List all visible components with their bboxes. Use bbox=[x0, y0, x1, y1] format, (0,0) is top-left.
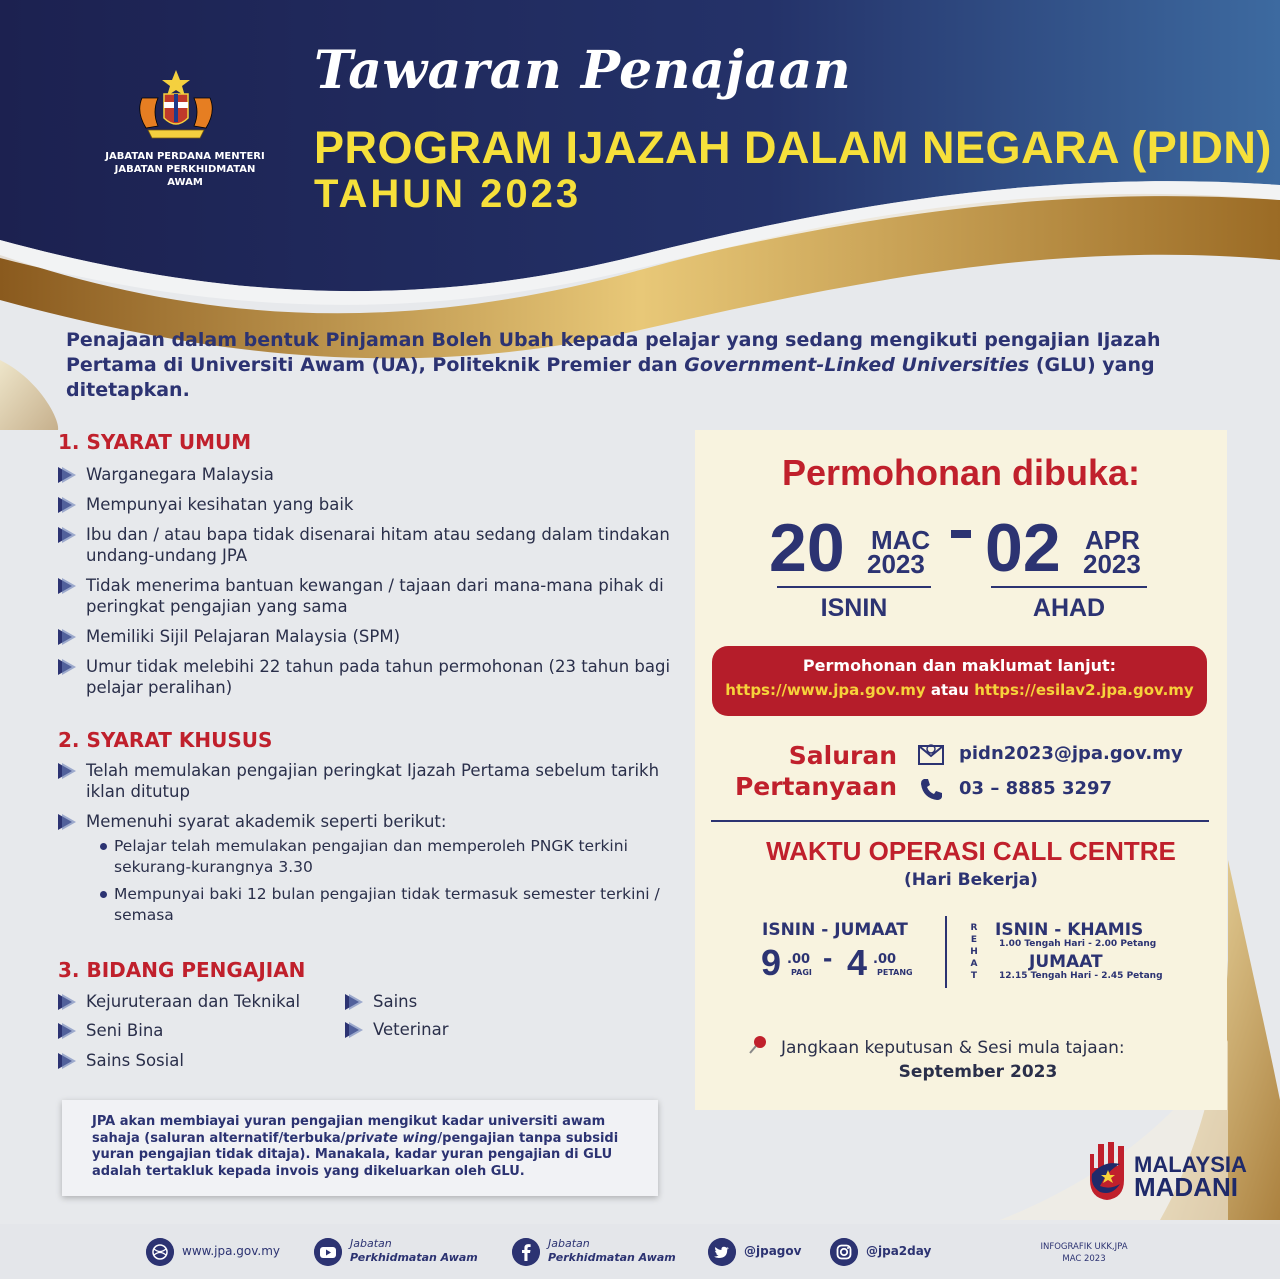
dept-line-2: JABATAN PERKHIDMATAN AWAM bbox=[114, 164, 256, 188]
arrow-bullet-icon bbox=[345, 1022, 363, 1038]
field-item: Sains Sosial bbox=[58, 1051, 184, 1070]
section-syarat-khusus-title: 2. SYARAT KHUSUS bbox=[58, 728, 273, 752]
footer-facebook-text: Jabatan Perkhidmatan Awam bbox=[548, 1237, 676, 1264]
start-month: MAC bbox=[871, 525, 931, 555]
fee-note: JPA akan membiayai yuran pengajian mengikut kadar universiti awam sahaja (saluran alternatif/terbuka/private wing/pengajian tanpa subsidi yuran pengajian tidak ditaja). Manakala, kadar yuran pengajian di GLU adalah tertakluk kepada invois yang dikeluarkan oleh GLU. bbox=[62, 1100, 658, 1196]
enquiry-channel-label: Saluran Pertanyaan bbox=[734, 741, 897, 801]
link-separator: atau bbox=[930, 681, 969, 699]
list-item: Ibu dan / atau bapa tidak disenarai hitam atau sedang dalam tindakan undang-undang JPA bbox=[58, 524, 678, 566]
end-underline bbox=[991, 586, 1147, 588]
dot-bullet-icon bbox=[100, 891, 107, 898]
arrow-bullet-icon bbox=[58, 814, 76, 830]
section-bidang-title: 3. BIDANG PENGAJIAN bbox=[58, 958, 306, 982]
weekday-range: ISNIN - JUMAAT bbox=[762, 920, 908, 940]
phone-icon bbox=[917, 776, 945, 802]
academic-sub-list bbox=[100, 836, 678, 926]
arrow-bullet-icon bbox=[58, 994, 76, 1010]
malaysia-madani-logo-mark bbox=[1084, 1140, 1130, 1202]
list-item: Umur tidak melebihi 22 tahun pada tahun permohonan (23 tahun bagi pelajar peralihan) bbox=[58, 656, 678, 698]
application-panel bbox=[695, 430, 1227, 1110]
divider bbox=[711, 820, 1209, 822]
end-weekday: AHAD bbox=[1032, 594, 1106, 622]
arrow-bullet-icon bbox=[58, 1053, 76, 1069]
list-item: Memiliki Sijil Pelajaran Malaysia (SPM) bbox=[58, 626, 678, 647]
intro-text bbox=[66, 328, 1226, 403]
link-esilav2[interactable]: https://esilav2.jpa.gov.my bbox=[974, 681, 1194, 699]
footer-website-text: www.jpa.gov.my bbox=[182, 1244, 281, 1258]
department-name bbox=[100, 150, 270, 189]
field-item: Seni Bina bbox=[58, 1021, 163, 1040]
infographic-credit: INFOGRAFIK UKK,JPA MAC 2023 bbox=[1040, 1242, 1128, 1264]
hours-divider bbox=[945, 916, 947, 988]
arrow-bullet-icon bbox=[345, 994, 363, 1010]
footer-youtube-text: Jabatan Perkhidmatan Awam bbox=[350, 1237, 478, 1264]
enquiry-email[interactable]: pidn2023@jpa.gov.my bbox=[959, 743, 1183, 764]
start-year: 2023 bbox=[867, 549, 925, 579]
intro-part2: (GLU) yang ditetapkan. bbox=[66, 354, 1155, 401]
end-period: PETANG bbox=[877, 968, 913, 977]
end-year: 2023 bbox=[1083, 549, 1141, 579]
end-month: APR bbox=[1085, 525, 1140, 555]
title-main: PROGRAM IJAZAH DALAM NEGARA (PIDN) bbox=[314, 122, 1272, 173]
coat-of-arms-logo bbox=[128, 68, 224, 148]
logo-malaysia: MALAYSIA bbox=[1134, 1152, 1247, 1177]
dept-line-1: JABATAN PERDANA MENTERI bbox=[105, 151, 265, 162]
dot-bullet-icon bbox=[100, 843, 107, 850]
list-item: Mempunyai kesihatan yang baik bbox=[58, 494, 678, 515]
arrow-bullet-icon bbox=[58, 1023, 76, 1039]
list-item: Warganegara Malaysia bbox=[58, 464, 678, 485]
start-minute: .00 bbox=[787, 952, 811, 967]
info-links bbox=[712, 681, 1207, 699]
end-hour: 4 bbox=[847, 942, 868, 983]
break-days-1: ISNIN - KHAMIS bbox=[995, 920, 1144, 940]
date-dash bbox=[951, 530, 971, 538]
title-year: TAHUN 2023 bbox=[314, 172, 582, 216]
start-weekday: ISNIN bbox=[820, 594, 888, 622]
enquiry-phone[interactable]: 03 – 8885 3297 bbox=[959, 778, 1113, 799]
arrow-bullet-icon bbox=[58, 497, 76, 513]
break-days-2: JUMAAT bbox=[1029, 952, 1103, 972]
arrow-bullet-icon bbox=[58, 578, 76, 594]
list-item: Telah memulakan pengajian peringkat Ijazah Pertama sebelum tarikh iklan ditutup bbox=[58, 760, 678, 802]
footer-twitter-text: @jpagov bbox=[744, 1244, 802, 1258]
title-script: Tawaran Penajaan bbox=[314, 40, 852, 101]
email-icon bbox=[917, 740, 945, 766]
footer-instagram-text: @jpa2day bbox=[866, 1244, 932, 1258]
start-period: PAGI bbox=[791, 968, 812, 977]
intro-part1: Penajaan dalam bentuk Pinjaman Boleh Ubah kepada pelajar yang sedang mengikuti pengajian Ijazah Pertama di Universiti Awam (UA), Politeknik Premier dan bbox=[66, 329, 1161, 376]
twitter-icon bbox=[708, 1238, 736, 1266]
instagram-icon bbox=[830, 1238, 858, 1266]
arrow-bullet-icon bbox=[58, 467, 76, 483]
info-title: Permohonan dan maklumat lanjut: bbox=[802, 656, 1117, 675]
globe-icon bbox=[146, 1238, 174, 1266]
arrow-bullet-icon bbox=[58, 763, 76, 779]
break-time-1: 1.00 Tengah Hari - 2.00 Petang bbox=[999, 939, 1157, 949]
pushpin-icon bbox=[747, 1034, 769, 1056]
section-syarat-umum-title: 1. SYARAT UMUM bbox=[58, 430, 252, 454]
sub-list-item: Pelajar telah memulakan pengajian dan memperoleh PNGK terkini sekurang-kurangnya 3.30 bbox=[100, 836, 678, 878]
call-centre-title: WAKTU OPERASI CALL CENTRE bbox=[766, 836, 1176, 866]
field-item: Veterinar bbox=[345, 1020, 449, 1039]
start-day: 20 bbox=[769, 510, 845, 586]
rehat-label: REHAT bbox=[970, 923, 978, 981]
end-minute: .00 bbox=[873, 952, 897, 967]
expected-session: September 2023 bbox=[898, 1062, 1058, 1082]
list-item: Tidak menerima bantuan kewangan / tajaan dari mana-mana pihak di peringkat pengajian yang sama bbox=[58, 575, 678, 617]
link-jpa[interactable]: https://www.jpa.gov.my bbox=[725, 681, 926, 699]
field-item: Sains bbox=[345, 992, 417, 1011]
syarat-umum-list bbox=[58, 464, 678, 707]
break-time-2: 12.15 Tengah Hari - 2.45 Petang bbox=[999, 971, 1163, 981]
application-open-title: Permohonan dibuka: bbox=[781, 452, 1141, 493]
arrow-bullet-icon bbox=[58, 527, 76, 543]
arrow-bullet-icon bbox=[58, 659, 76, 675]
sub-list-item: Mempunyai baki 12 bulan pengajian tidak termasuk semester terkini / semasa bbox=[100, 884, 678, 926]
facebook-icon bbox=[512, 1238, 540, 1266]
logo-madani: MADANI bbox=[1134, 1172, 1238, 1202]
start-hour: 9 bbox=[761, 942, 782, 983]
syarat-khusus-list bbox=[58, 760, 678, 935]
field-item: Kejuruteraan dan Teknikal bbox=[58, 992, 300, 1011]
working-days-label: (Hari Bekerja) bbox=[904, 870, 1038, 890]
youtube-icon bbox=[314, 1238, 342, 1266]
intro-italic: Government-Linked Universities bbox=[684, 354, 1030, 376]
time-dash: - bbox=[823, 942, 833, 973]
arrow-bullet-icon bbox=[58, 629, 76, 645]
start-underline bbox=[777, 586, 931, 588]
end-day: 02 bbox=[985, 510, 1061, 586]
info-box bbox=[712, 646, 1207, 716]
list-item: Memenuhi syarat akademik seperti berikut: Pelajar telah memulakan pengajian dan memperoleh PNGK terkini sekurang-kurangnya 3.30 Mempunyai baki 12 bulan pengajian tidak termasuk semester terkini / semasa bbox=[58, 811, 678, 926]
expected-result-label: Jangkaan keputusan & Sesi mula tajaan: bbox=[781, 1038, 1125, 1058]
